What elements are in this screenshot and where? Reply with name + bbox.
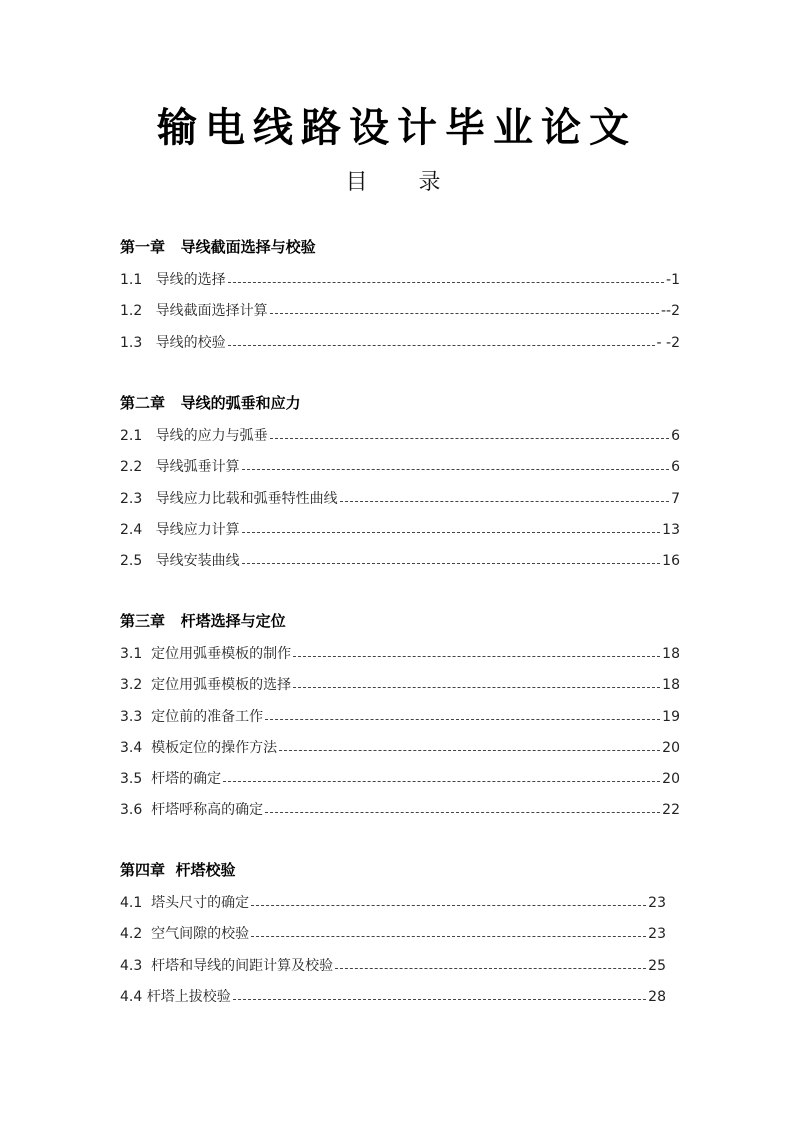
page-number: 20	[662, 739, 680, 756]
toc-entry[interactable]	[120, 726, 680, 757]
section-label: 导线应力计算	[155, 521, 240, 538]
page-number: 20	[662, 770, 680, 787]
section-label: 塔头尺寸的确定	[151, 895, 250, 912]
page-number: 13	[662, 521, 680, 538]
section-number: 1.2	[120, 303, 156, 320]
dot-leader	[228, 334, 655, 352]
section-label: 杆塔呼称高的确定	[151, 802, 264, 819]
dot-leader	[251, 894, 646, 912]
dot-leader	[242, 552, 661, 570]
page-number: 23	[648, 926, 666, 943]
page-number: 6	[671, 459, 680, 476]
section-number: 2.4	[120, 521, 156, 538]
toc-chapter-3	[120, 610, 680, 819]
page-number: 18	[662, 646, 680, 663]
page-number: 25	[648, 957, 666, 974]
section-number: 4.2	[120, 926, 152, 943]
section-number: 1.1	[120, 272, 156, 289]
dot-leader	[242, 521, 661, 539]
section-number: 4.4	[120, 988, 147, 1005]
toc-entry[interactable]	[120, 788, 680, 819]
toc-chapter-1	[120, 236, 680, 352]
toc-entry[interactable]	[120, 757, 680, 788]
dot-leader	[265, 708, 660, 726]
section-label: 导线的应力与弧垂	[155, 428, 268, 445]
toc-chapter-2	[120, 392, 680, 570]
toc-entry[interactable]	[120, 445, 680, 476]
section-label: 杆塔上拔校验	[146, 988, 231, 1005]
section-number: 3.4	[120, 739, 152, 756]
section-label: 空气间隙的校验	[151, 926, 250, 943]
section-label: 定位用弧垂模板的制作	[151, 646, 292, 663]
page-number: 23	[648, 895, 666, 912]
document-title: 输电线路设计毕业论文	[157, 104, 637, 151]
dot-leader	[270, 302, 659, 320]
section-label: 导线的校验	[155, 334, 226, 351]
section-label: 杆塔的确定	[151, 770, 222, 787]
section-label: 导线的选择	[155, 272, 226, 289]
section-label: 导线安装曲线	[155, 552, 240, 569]
dot-leader	[251, 925, 646, 943]
dot-leader	[293, 645, 660, 663]
toc-chapter-4	[120, 859, 666, 1006]
page-number: 16	[662, 552, 680, 569]
toc-heading: 目 录	[345, 170, 463, 195]
toc-entry[interactable]	[120, 663, 680, 694]
dot-leader	[335, 957, 646, 975]
page-number: --2	[660, 303, 680, 320]
section-number: 3.6	[120, 802, 152, 819]
page-number: -1	[666, 272, 680, 289]
toc-entry[interactable]	[120, 881, 666, 912]
page-number: 19	[662, 708, 680, 725]
dot-leader	[279, 739, 660, 757]
chapter-title: 第二章 导线的弧垂和应力	[120, 394, 301, 412]
toc-entry[interactable]	[120, 508, 680, 539]
page-number: 6	[671, 428, 680, 445]
toc-entry[interactable]	[120, 912, 666, 943]
section-number: 2.1	[120, 428, 156, 445]
section-number: 4.1	[120, 895, 152, 912]
section-label: 导线应力比载和弧垂特性曲线	[155, 490, 338, 507]
section-number: 2.3	[120, 490, 156, 507]
section-label: 定位前的准备工作	[151, 708, 264, 725]
section-number: 3.2	[120, 677, 152, 694]
dot-leader	[340, 490, 669, 508]
toc-entry[interactable]	[120, 975, 666, 1006]
section-number: 3.3	[120, 708, 152, 725]
section-label: 导线截面选择计算	[155, 303, 268, 320]
dot-leader	[265, 801, 660, 819]
chapter-title: 第一章 导线截面选择与校验	[120, 238, 316, 256]
page-number: - -2	[656, 334, 680, 351]
chapter-title: 第四章 杆塔校验	[120, 861, 236, 879]
section-number: 3.1	[120, 646, 152, 663]
page-number: 7	[671, 490, 680, 507]
toc-entry[interactable]	[120, 258, 680, 289]
section-number: 4.3	[120, 957, 152, 974]
section-number: 2.5	[120, 552, 156, 569]
page-number: 22	[662, 802, 680, 819]
dot-leader	[270, 427, 669, 445]
toc-entry[interactable]	[120, 476, 680, 507]
section-number: 3.5	[120, 770, 152, 787]
section-label: 杆塔和导线的间距计算及校验	[151, 957, 334, 974]
toc-entry[interactable]	[120, 320, 680, 351]
dot-leader	[242, 458, 669, 476]
toc-entry[interactable]	[120, 539, 680, 570]
section-label: 模板定位的操作方法	[151, 739, 278, 756]
page-number: 18	[662, 677, 680, 694]
section-number: 1.3	[120, 334, 156, 351]
toc-entry[interactable]	[120, 289, 680, 320]
dot-leader	[293, 676, 660, 694]
toc-entry[interactable]	[120, 943, 666, 974]
chapter-title: 第三章 杆塔选择与定位	[120, 612, 286, 630]
dot-leader	[223, 770, 660, 788]
section-number: 2.2	[120, 459, 156, 476]
section-label: 导线弧垂计算	[155, 459, 240, 476]
dot-leader	[233, 988, 646, 1006]
section-label: 定位用弧垂模板的选择	[151, 677, 292, 694]
dot-leader	[228, 271, 664, 289]
toc-entry[interactable]	[120, 632, 680, 663]
toc-entry[interactable]	[120, 414, 680, 445]
toc-entry[interactable]	[120, 694, 680, 725]
page-number: 28	[648, 988, 666, 1005]
